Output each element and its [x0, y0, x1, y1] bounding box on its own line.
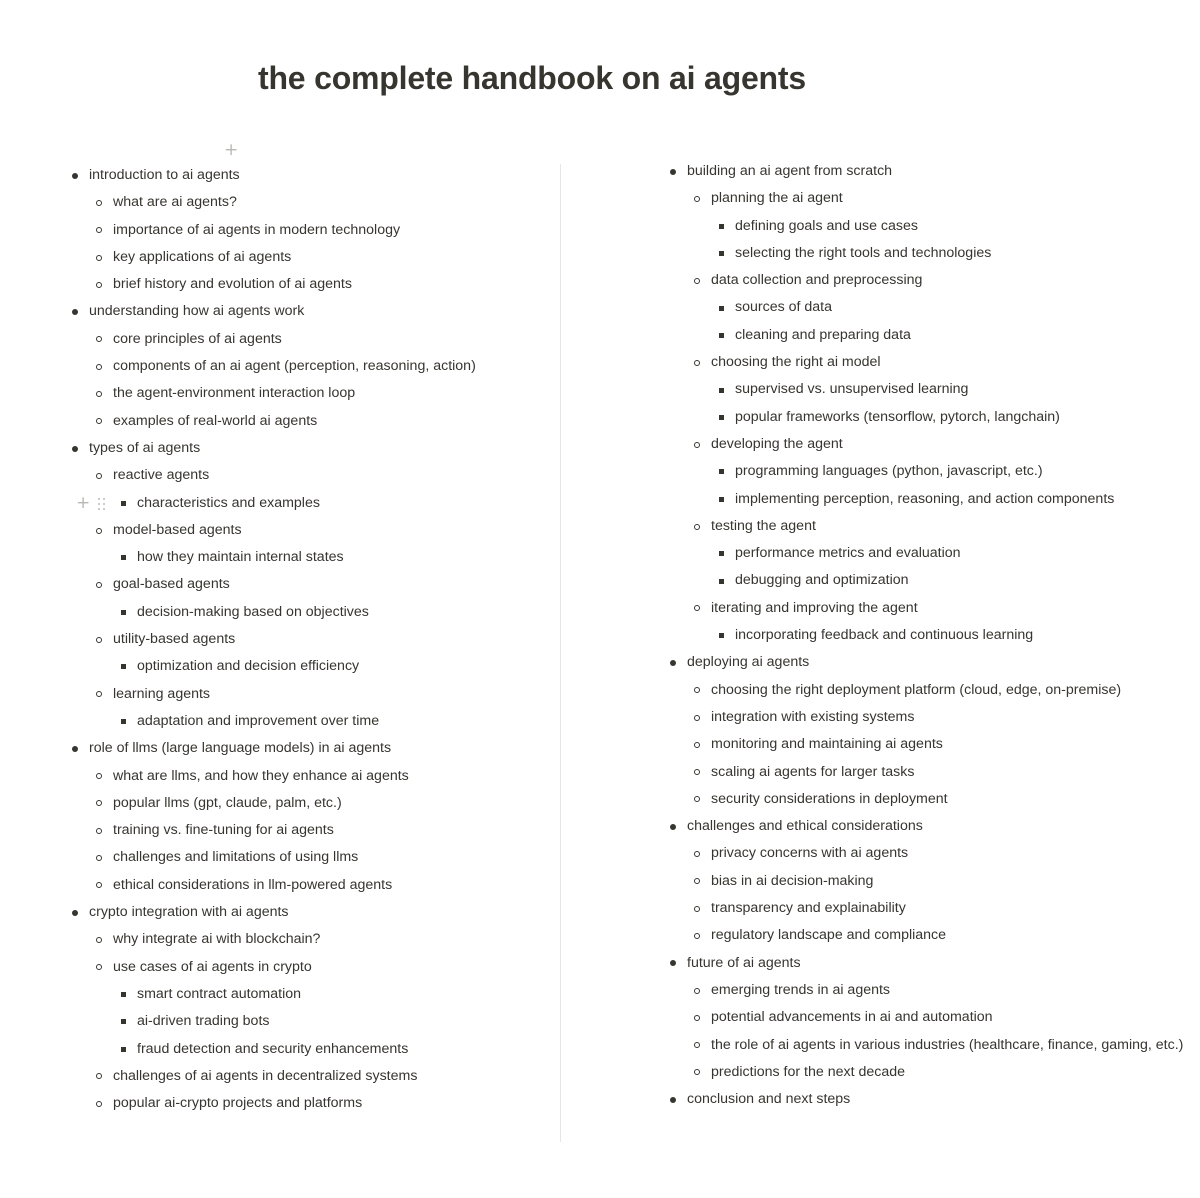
square-bullet-icon	[121, 1019, 126, 1024]
outline-item-text: popular ai-crypto projects and platforms	[113, 1095, 363, 1112]
disc-bullet-icon	[72, 446, 78, 452]
disc-bullet-icon	[72, 746, 78, 752]
outline-subsubitem[interactable]	[68, 544, 548, 571]
outline-item-text: model-based agents	[113, 521, 242, 538]
circle-bullet-icon	[96, 800, 102, 806]
square-bullet-icon	[719, 497, 724, 502]
circle-bullet-icon	[694, 933, 700, 939]
outline-subitem[interactable]	[68, 353, 548, 380]
circle-bullet-icon	[96, 255, 102, 261]
outline-subsubitem[interactable]	[666, 458, 1196, 485]
outline-item[interactable]	[666, 813, 1196, 840]
outline-item-text: planning the ai agent	[711, 190, 843, 207]
circle-bullet-icon	[96, 473, 102, 479]
outline-subitem[interactable]	[666, 267, 1196, 294]
outline-item-text: why integrate ai with blockchain?	[113, 931, 321, 948]
outline-subitem[interactable]	[666, 1059, 1196, 1086]
circle-bullet-icon	[96, 391, 102, 397]
outline-subitem[interactable]	[68, 517, 548, 544]
outline-item-text: integration with existing systems	[711, 708, 915, 725]
outline-item-text: supervised vs. unsupervised learning	[735, 381, 969, 398]
outline-item-text: components of an ai agent (perception, reasoning, action)	[113, 358, 476, 375]
add-block-icon[interactable]: +	[224, 140, 239, 160]
disc-bullet-icon	[72, 173, 78, 179]
outline-item-text: core principles of ai agents	[113, 330, 282, 347]
outline-item-text: data collection and preprocessing	[711, 272, 923, 289]
outline-subitem[interactable]	[68, 380, 548, 407]
outline-subitem[interactable]	[666, 895, 1196, 922]
outline-item-text: what are llms, and how they enhance ai agents	[113, 767, 409, 784]
outline-item-text: goal-based agents	[113, 576, 230, 593]
circle-bullet-icon	[96, 1073, 102, 1079]
outline-item-text: characteristics and examples	[137, 494, 320, 511]
outline-item-text: fraud detection and security enhancements	[137, 1040, 409, 1057]
outline-item-text: decision-making based on objectives	[137, 603, 369, 620]
outline-subsubitem[interactable]	[68, 490, 548, 517]
outline-item[interactable]	[68, 735, 548, 762]
circle-bullet-icon	[694, 196, 700, 202]
square-bullet-icon	[121, 664, 126, 669]
square-bullet-icon	[121, 555, 126, 560]
outline-item-text: choosing the right deployment platform (cloud, edge, on-premise)	[711, 681, 1122, 698]
drag-handle-icon[interactable]	[98, 498, 106, 510]
outline-subsubitem[interactable]	[666, 567, 1196, 594]
circle-bullet-icon	[96, 937, 102, 943]
circle-bullet-icon	[694, 360, 700, 366]
outline-subsubitem[interactable]	[68, 1008, 548, 1035]
circle-bullet-icon	[694, 878, 700, 884]
circle-bullet-icon	[96, 691, 102, 697]
outline-item-text: future of ai agents	[687, 954, 801, 971]
outline-item-text: security considerations in deployment	[711, 790, 948, 807]
outline-item-text: defining goals and use cases	[735, 217, 918, 234]
circle-bullet-icon	[694, 1069, 700, 1075]
outline-item[interactable]	[666, 1086, 1196, 1113]
outline-subitem[interactable]	[68, 326, 548, 353]
square-bullet-icon	[719, 306, 724, 311]
outline-item-text: popular llms (gpt, claude, palm, etc.)	[113, 794, 342, 811]
outline-subitem[interactable]	[68, 217, 548, 244]
outline-subsubitem[interactable]	[666, 376, 1196, 403]
outline-item-text: popular frameworks (tensorflow, pytorch, langchain)	[735, 408, 1060, 425]
outline-item-text: incorporating feedback and continuous learning	[735, 627, 1034, 644]
outline-item-text: cleaning and preparing data	[735, 326, 911, 343]
square-bullet-icon	[121, 719, 126, 724]
outline-item[interactable]	[666, 950, 1196, 977]
outline-item-text: bias in ai decision-making	[711, 872, 874, 889]
column-divider	[560, 164, 561, 1142]
outline-subitem[interactable]	[666, 759, 1196, 786]
outline-subitem[interactable]	[68, 1063, 548, 1090]
outline-subsubitem[interactable]	[666, 486, 1196, 513]
outline-item-text: choosing the right ai model	[711, 354, 881, 371]
outline-subitem[interactable]	[666, 922, 1196, 949]
outline-item-text: introduction to ai agents	[89, 167, 240, 183]
outline-item-text: learning agents	[113, 685, 211, 702]
outline-subsubitem[interactable]	[68, 708, 548, 735]
outline-subitem[interactable]	[68, 1090, 548, 1117]
square-bullet-icon	[121, 610, 126, 615]
circle-bullet-icon	[96, 828, 102, 834]
outline-subitem[interactable]	[68, 763, 548, 790]
outline-item[interactable]	[68, 899, 548, 926]
outline-subsubitem[interactable]	[666, 322, 1196, 349]
circle-bullet-icon	[96, 282, 102, 288]
outline-subsubitem[interactable]	[68, 653, 548, 680]
outline-item-text: debugging and optimization	[735, 572, 909, 589]
outline-item-text: crypto integration with ai agents	[89, 904, 289, 921]
outline-subsubitem[interactable]	[68, 981, 548, 1008]
circle-bullet-icon	[694, 1015, 700, 1021]
disc-bullet-icon	[670, 1097, 676, 1103]
square-bullet-icon	[719, 388, 724, 393]
circle-bullet-icon	[694, 988, 700, 994]
outline-subitem[interactable]	[666, 185, 1196, 212]
right-column	[666, 158, 1196, 1113]
outline-item-text: role of llms (large language models) in ai agents	[89, 740, 392, 757]
circle-bullet-icon	[694, 278, 700, 284]
disc-bullet-icon	[670, 824, 676, 830]
outline-item[interactable]	[68, 298, 548, 325]
outline-subitem[interactable]	[68, 954, 548, 981]
circle-bullet-icon	[96, 582, 102, 588]
outline-subitem[interactable]	[68, 462, 548, 489]
outline-subitem[interactable]	[666, 704, 1196, 731]
outline-item-text: developing the agent	[711, 435, 843, 452]
outline-subitem[interactable]	[68, 571, 548, 598]
outline-item-text: key applications of ai agents	[113, 248, 292, 265]
disc-bullet-icon	[670, 660, 676, 666]
outline-item-text: privacy concerns with ai agents	[711, 845, 909, 862]
outline-item-text: conclusion and next steps	[687, 1091, 851, 1108]
outline-subitem[interactable]	[666, 786, 1196, 813]
outline-item-text: smart contract automation	[137, 985, 302, 1002]
outline-subitem[interactable]	[666, 677, 1196, 704]
circle-bullet-icon	[96, 227, 102, 233]
circle-bullet-icon	[694, 715, 700, 721]
circle-bullet-icon	[96, 637, 102, 643]
square-bullet-icon	[121, 992, 126, 997]
circle-bullet-icon	[694, 524, 700, 530]
circle-bullet-icon	[96, 882, 102, 888]
square-bullet-icon	[719, 551, 724, 556]
circle-bullet-icon	[694, 687, 700, 693]
outline-item[interactable]	[666, 158, 1196, 185]
outline-item-text: the role of ai agents in various industries (healthcare, finance, gaming, etc.)	[711, 1036, 1184, 1053]
circle-bullet-icon	[96, 964, 102, 970]
outline-item-text: how they maintain internal states	[137, 549, 344, 566]
circle-bullet-icon	[694, 742, 700, 748]
circle-bullet-icon	[96, 773, 102, 779]
outline-subitem[interactable]	[68, 817, 548, 844]
circle-bullet-icon	[96, 336, 102, 342]
square-bullet-icon	[719, 251, 724, 256]
square-bullet-icon	[719, 415, 724, 420]
outline-subitem[interactable]	[68, 244, 548, 271]
square-bullet-icon	[121, 1047, 126, 1052]
outline-subitem[interactable]	[666, 349, 1196, 376]
outline-item-text: predictions for the next decade	[711, 1063, 906, 1080]
outline-item-text: examples of real-world ai agents	[113, 412, 318, 429]
outline-item-text: optimization and decision efficiency	[137, 658, 360, 675]
outline-item-text: importance of ai agents in modern technology	[113, 221, 401, 238]
circle-bullet-icon	[96, 528, 102, 534]
outline-item-text: what are ai agents?	[113, 194, 237, 211]
outline-subitem[interactable]	[68, 271, 548, 298]
outline-subsubitem[interactable]	[666, 294, 1196, 321]
square-bullet-icon	[719, 469, 724, 474]
outline-item-text: transparency and explainability	[711, 900, 906, 917]
outline-item-text: deploying ai agents	[687, 654, 810, 671]
outline-item-text: adaptation and improvement over time	[137, 712, 380, 729]
square-bullet-icon	[121, 501, 126, 506]
outline-subsubitem[interactable]	[666, 404, 1196, 431]
outline-item-text: understanding how ai agents work	[89, 303, 305, 320]
outline-item-text: challenges and limitations of using llms	[113, 849, 359, 866]
outline-item-text: the agent-environment interaction loop	[113, 385, 356, 402]
outline-subitem[interactable]	[666, 431, 1196, 458]
circle-bullet-icon	[96, 364, 102, 370]
outline-subitem[interactable]	[666, 731, 1196, 758]
outline-item-text: iterating and improving the agent	[711, 599, 918, 616]
outline-item-text: challenges and ethical considerations	[687, 818, 923, 835]
outline-item-text: performance metrics and evaluation	[735, 545, 961, 562]
square-bullet-icon	[719, 579, 724, 584]
outline-subsubitem[interactable]	[68, 599, 548, 626]
outline-item-text: selecting the right tools and technologies	[735, 244, 992, 261]
square-bullet-icon	[719, 333, 724, 338]
circle-bullet-icon	[96, 200, 102, 206]
outline-item[interactable]	[666, 649, 1196, 676]
outline-subitem[interactable]	[68, 790, 548, 817]
outline-item-text: programming languages (python, javascript, etc.)	[735, 463, 1043, 480]
outline-subitem[interactable]	[68, 681, 548, 708]
outline-item-text: regulatory landscape and compliance	[711, 927, 947, 944]
disc-bullet-icon	[72, 910, 78, 916]
outline-subitem[interactable]	[68, 189, 548, 216]
outline-subitem[interactable]	[666, 868, 1196, 895]
disc-bullet-icon	[670, 169, 676, 175]
circle-bullet-icon	[694, 851, 700, 857]
outline-subsubitem[interactable]	[666, 240, 1196, 267]
outline-item-text: types of ai agents	[89, 439, 201, 456]
outline-subitem[interactable]	[666, 595, 1196, 622]
outline-item-text: scaling ai agents for larger tasks	[711, 763, 915, 780]
disc-bullet-icon	[670, 960, 676, 966]
outline-item[interactable]	[68, 435, 548, 462]
outline-subsubitem[interactable]	[666, 540, 1196, 567]
left-column	[68, 162, 548, 1117]
page-title: the complete handbook on ai agents	[258, 60, 806, 96]
outline-item-text: utility-based agents	[113, 631, 236, 648]
outline-subitem[interactable]	[666, 1032, 1196, 1059]
outline-subitem[interactable]	[666, 977, 1196, 1004]
outline-item-text: sources of data	[735, 299, 833, 316]
circle-bullet-icon	[694, 796, 700, 802]
outline-subitem[interactable]	[68, 626, 548, 653]
outline-item[interactable]	[68, 162, 548, 189]
outline-item-text: ai-driven trading bots	[137, 1013, 270, 1030]
circle-bullet-icon	[694, 605, 700, 611]
row-add-block-icon[interactable]: +	[76, 493, 91, 513]
square-bullet-icon	[719, 633, 724, 638]
outline-item-text: use cases of ai agents in crypto	[113, 958, 312, 975]
outline-item-text: implementing perception, reasoning, and action components	[735, 490, 1115, 507]
outline-subsubitem[interactable]	[68, 1036, 548, 1063]
outline-item-text: ethical considerations in llm-powered agents	[113, 876, 393, 893]
outline-subitem[interactable]	[666, 840, 1196, 867]
outline-subitem[interactable]	[68, 926, 548, 953]
outline-item-text: challenges of ai agents in decentralized systems	[113, 1067, 418, 1084]
circle-bullet-icon	[96, 855, 102, 861]
outline-subitem[interactable]	[68, 408, 548, 435]
square-bullet-icon	[719, 224, 724, 229]
circle-bullet-icon	[694, 442, 700, 448]
outline-item-text: potential advancements in ai and automation	[711, 1009, 993, 1026]
outline-item-text: training vs. fine-tuning for ai agents	[113, 822, 334, 839]
outline-subsubitem[interactable]	[666, 622, 1196, 649]
circle-bullet-icon	[694, 1042, 700, 1048]
circle-bullet-icon	[96, 418, 102, 424]
circle-bullet-icon	[694, 769, 700, 775]
outline-item-text: reactive agents	[113, 467, 210, 484]
outline-subitem[interactable]	[68, 844, 548, 871]
outline-subsubitem[interactable]	[666, 213, 1196, 240]
outline-subitem[interactable]	[68, 872, 548, 899]
circle-bullet-icon	[694, 906, 700, 912]
outline-item-text: testing the agent	[711, 517, 816, 534]
outline-subitem[interactable]	[666, 1004, 1196, 1031]
outline-item-text: monitoring and maintaining ai agents	[711, 736, 943, 753]
circle-bullet-icon	[96, 1101, 102, 1107]
outline-item-text: building an ai agent from scratch	[687, 163, 893, 179]
outline-item-text: brief history and evolution of ai agents	[113, 276, 352, 293]
outline-item-text: emerging trends in ai agents	[711, 981, 891, 998]
disc-bullet-icon	[72, 309, 78, 315]
outline-subitem[interactable]	[666, 513, 1196, 540]
